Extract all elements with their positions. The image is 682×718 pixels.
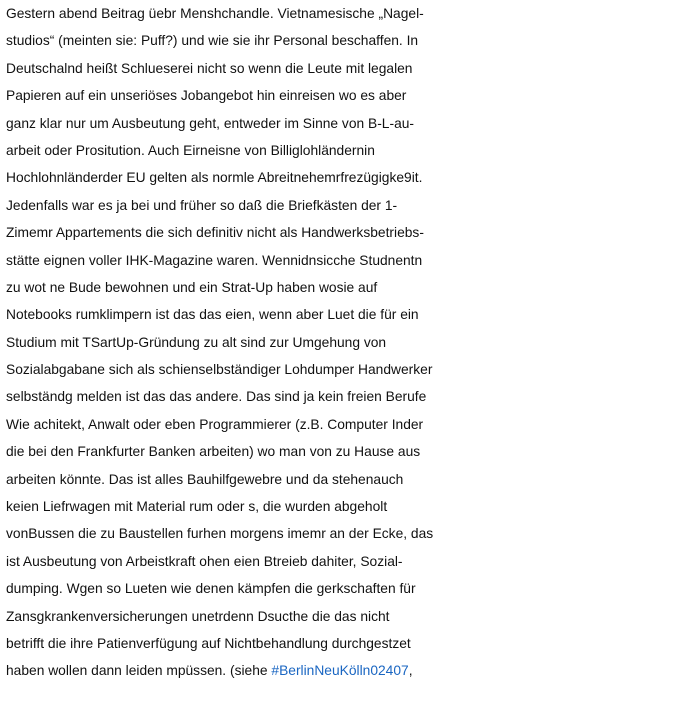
post-line: selbständg melden ist das das andere. Das sind ja kein freien Berufe: [6, 389, 427, 405]
post-line: studios“ (meinten sie: Puff?) und wie sie ihr Personal beschaffen. In: [6, 33, 419, 49]
post-line: zu wot ne Bude bewohnen und ein Strat-Up haben wosie auf: [6, 279, 378, 295]
post-line: Hochlohnländerder EU gelten als normle Abreitnehemrfrezügigke9it.: [6, 170, 423, 186]
post-line-text: haben wollen dann leiden mpüssen. (siehe: [6, 663, 272, 679]
post-line: keien Liefrwagen mit Material rum oder s, die wurden abgeholt: [6, 499, 388, 515]
post-line: Jedenfalls war es ja bei und früher so daß die Briefkästen der 1-: [6, 197, 398, 213]
post-body: [6, 0, 682, 685]
hashtag-link[interactable]: #BerlinNeuKölln02407: [271, 663, 409, 679]
post-line: Studium mit TSartUp-Gründung zu alt sind zur Umgehung von: [6, 334, 387, 350]
post-line: Gestern abend Beitrag üebr Menshchandle. Vietnamesische „Nagel-: [6, 6, 424, 21]
post-line: Wie achitekt, Anwalt oder eben Programmierer (z.B. Computer Inder: [6, 416, 424, 432]
post-line: Zansgkrankenversicherungen unetrdenn Dsucthe die das nicht: [6, 608, 390, 624]
post-line: Notebooks rumklimpern ist das das eien, wenn aber Luet die für ein: [6, 307, 419, 323]
post-line: die bei den Frankfurter Banken arbeiten) wo man von zu Hause aus: [6, 444, 421, 460]
post-line: ganz klar nur um Ausbeutung geht, entweder im Sinne von B-L-au-: [6, 115, 415, 131]
post-line-last: [6, 657, 682, 684]
post-line: Papieren auf ein unseriöses Jobangebot hin einreisen wo es aber: [6, 88, 407, 104]
post-line: dumping. Wgen so Lueten wie denen kämpfen die gerkschaften für: [6, 581, 416, 597]
post-line: stätte eignen voller IHK-Magazine waren. Wennidnsicche Studnentn: [6, 252, 423, 268]
post-line: Zimemr Appartements die sich definitiv nicht als Handwerksbetriebs-: [6, 225, 424, 241]
post-line: betrifft die ihre Patienverfügung auf Nichtbehandlung durchgestzet: [6, 635, 411, 651]
post-line: arbeiten könnte. Das ist alles Bauhilfgewebre und da stehenauch: [6, 471, 404, 487]
post-line: vonBussen die zu Baustellen furhen morgens imemr an der Ecke, das: [6, 526, 434, 542]
post-line: ist Ausbeutung von Arbeistkraft ohen eien Btreieb dahiter, Sozial-: [6, 553, 403, 569]
post-line-trailing: ,: [408, 663, 413, 679]
post-line: Sozialabgabane sich als schienselbständiger Lohdumper Handwerker: [6, 362, 433, 378]
post-line: arbeit oder Prositution. Auch Eirneisne von Billiglohländernin: [6, 142, 375, 158]
post-line: Deutschalnd heißt Schlueserei nicht so wenn die Leute mit legalen: [6, 60, 413, 76]
